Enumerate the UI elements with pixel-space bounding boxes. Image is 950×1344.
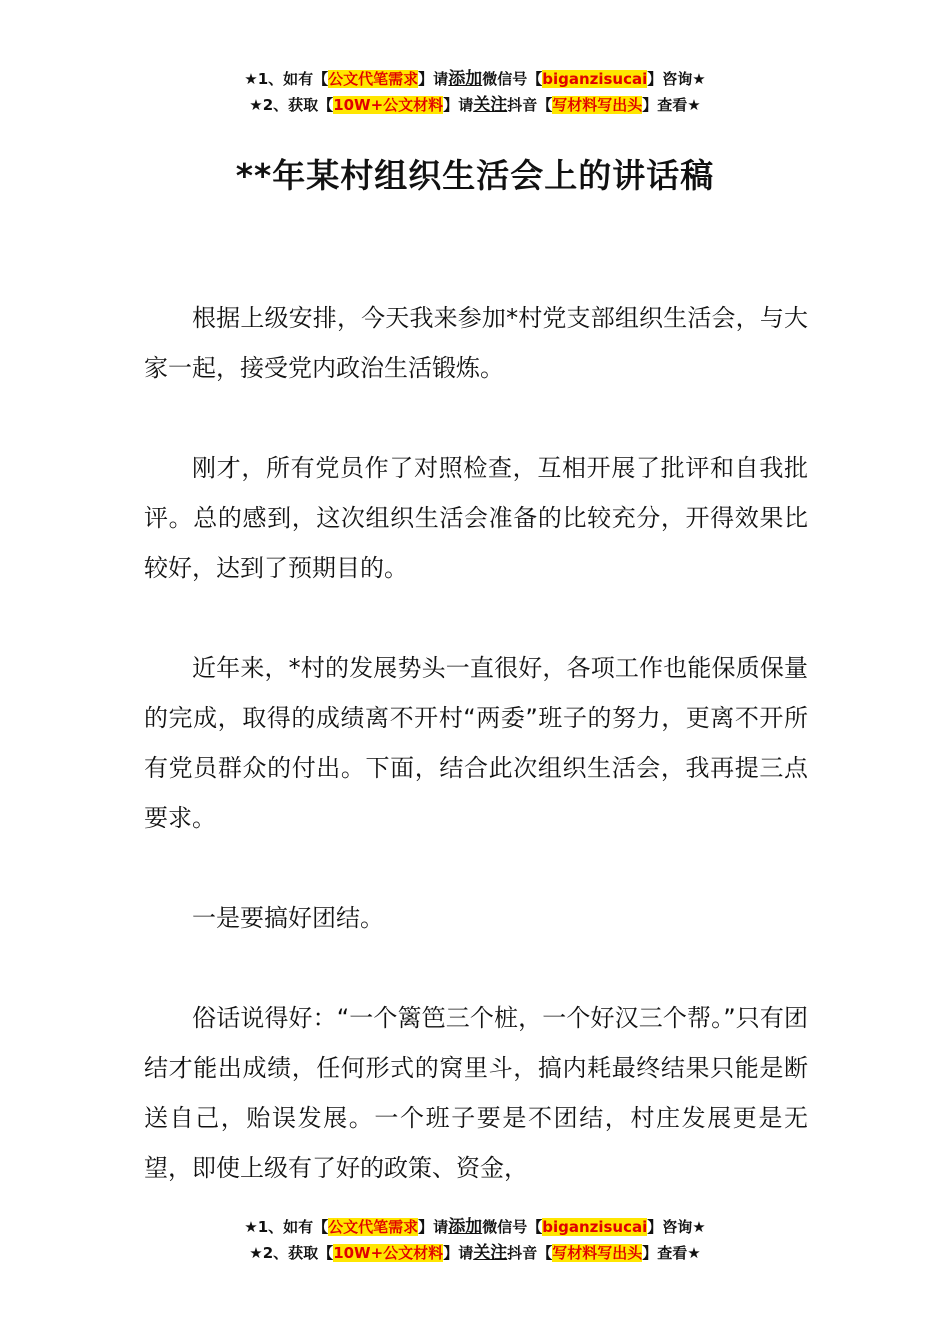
footer-banner	[0, 1214, 950, 1266]
banner-highlight: 10W+公文材料	[333, 1244, 444, 1262]
banner-line-2	[0, 92, 950, 118]
banner-underline: 关注	[473, 1243, 508, 1263]
banner-highlight: 公文代笔需求	[328, 70, 419, 88]
header-banner	[0, 66, 950, 118]
banner-line-1	[0, 66, 950, 92]
paragraph: 近年来，*村的发展势头一直很好，各项工作也能保质保量的完成，取得的成绩离不开村“两委”班子的努力，更离不开所有党员群众的付出。下面，结合此次组织生活会，我再提三点要求。	[144, 654, 808, 832]
banner-text: ★2、获取【	[249, 1244, 334, 1262]
banner-text: 】咨询★	[647, 70, 706, 88]
banner-text: 】请	[418, 70, 449, 88]
paragraph: 根据上级安排，今天我来参加*村党支部组织生活会，与大家一起，接受党内政治生活锻炼。	[144, 304, 808, 382]
banner-highlight: 公文代笔需求	[328, 1218, 419, 1236]
banner-text: ★1、如有【	[244, 70, 329, 88]
banner-text: 抖音【	[507, 1244, 553, 1262]
banner-text: 】咨询★	[647, 1218, 706, 1236]
document-body	[144, 293, 808, 1193]
paragraph: 刚才，所有党员作了对照检查，互相开展了批评和自我批评。总的感到，这次组织生活会准备的比较充分，开得效果比较好，达到了预期目的。	[144, 454, 808, 582]
document-title: **年某村组织生活会上的讲话稿	[235, 156, 715, 195]
banner-underline: 添加	[448, 1217, 483, 1237]
banner-line-2	[0, 1240, 950, 1266]
banner-text: 】查看★	[642, 96, 701, 114]
banner-text: 微信号【	[482, 70, 543, 88]
banner-text: 抖音【	[507, 96, 553, 114]
banner-text: 微信号【	[482, 1218, 543, 1236]
banner-text: 】请	[418, 1218, 449, 1236]
paragraph: 俗话说得好：“一个篱笆三个桩，一个好汉三个帮。”只有团结才能出成绩，任何形式的窝里斗，搞内耗最终结果只能是断送自己，贻误发展。一个班子要是不团结，村庄发展更是无望，即使上级有了好的政策、资金，	[144, 1004, 808, 1182]
banner-text: ★1、如有【	[244, 1218, 329, 1236]
banner-highlight: 写材料写出头	[552, 1244, 643, 1262]
banner-highlight: biganzisucai	[542, 70, 648, 88]
banner-highlight: 10W+公文材料	[333, 96, 444, 114]
banner-line-1	[0, 1214, 950, 1240]
banner-highlight: biganzisucai	[542, 1218, 648, 1236]
banner-underline: 添加	[448, 69, 483, 89]
banner-highlight: 写材料写出头	[552, 96, 643, 114]
banner-underline: 关注	[473, 95, 508, 115]
banner-text: ★2、获取【	[249, 96, 334, 114]
paragraph: 一是要搞好团结。	[192, 904, 384, 932]
banner-text: 】查看★	[642, 1244, 701, 1262]
banner-text: 】请	[443, 1244, 474, 1262]
banner-text: 】请	[443, 96, 474, 114]
